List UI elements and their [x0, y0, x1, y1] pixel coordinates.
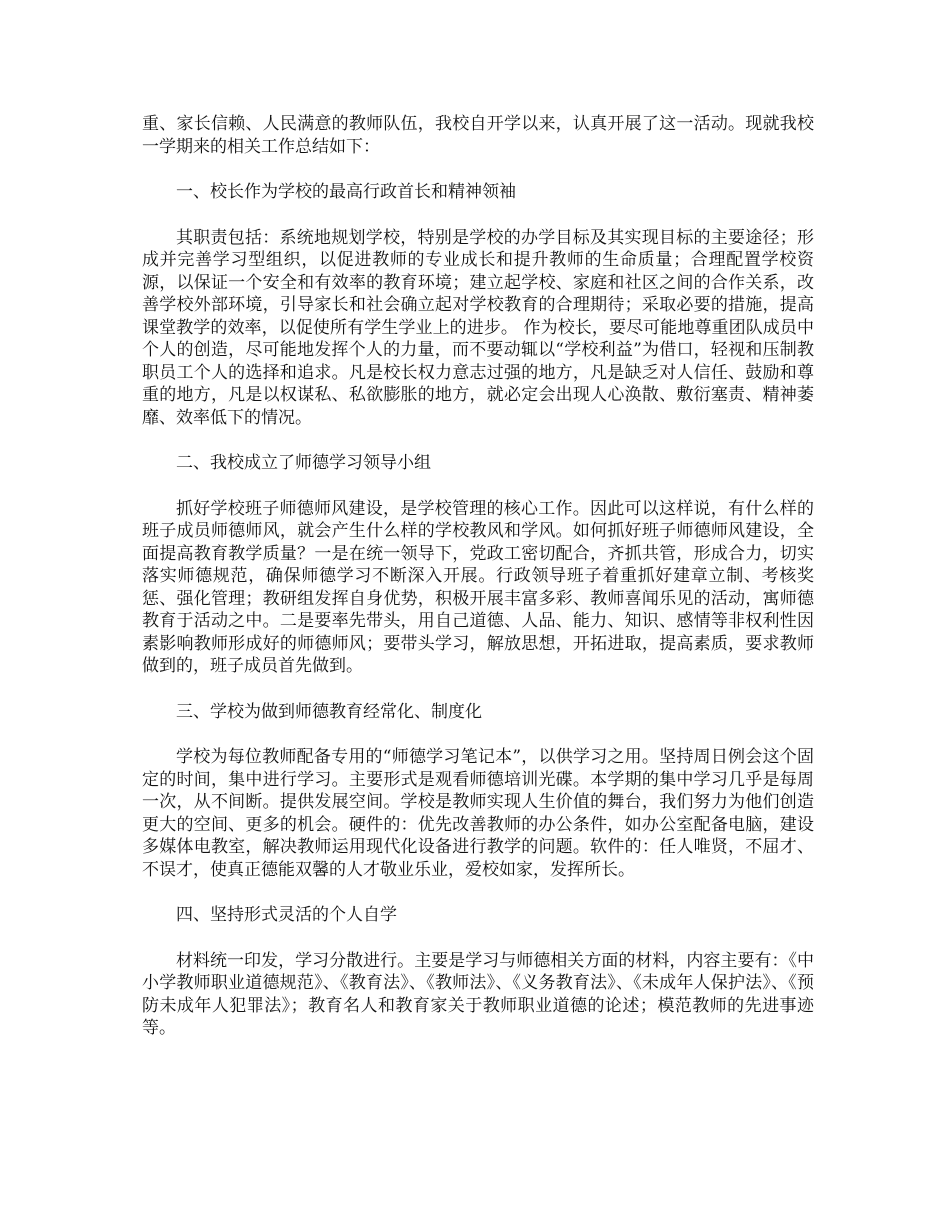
section-3-body: 学校为每位教师配备专用的“师德学习笔记本”，以供学习之用。坚持周日例会这个固定的时间，集中进行学习。主要形式是观看师德培训光碟。本学期的集中学习几乎是每周一次，从不间断。提供发展空间。学校是教师实现人生价值的舞台，我们努力为他们创造更大的空间、更多的机会。硬件的：优先改善教师的办公条件，如办公室配备电脑，建设多媒体电教室，解决教师运用现代化设备进行教学的问题。软件的：任人唯贤，不屈才、不误才，使真正德能双馨的人才敬业乐业，爱校如家，发挥所长。	[142, 747, 814, 880]
section-1-heading: 一、校长作为学校的最高行政首长和精神领袖	[176, 182, 516, 202]
document-body	[142, 113, 814, 1040]
section-1-body: 其职责包括：系统地规划学校，特别是学校的办学目标及其实现目标的主要途径；形成并完善学习型组织，以促进教师的专业成长和提升教师的生命质量；合理配置学校资源，以保证一个安全和有效率的教育环境；建立起学校、家庭和社区之间的合作关系，改善学校外部环境，引导家长和社会确立起对学校教育的合理期待；采取必要的措施，提高课堂教学的效率，以促使所有学生学业上的进步。 作为校长，要尽可能地尊重团队成员中个人的创造，尽可能地发挥个人的力量，而不要动辄以“学校利益”为借口，轻视和压制教职员工个人的选择和追求。凡是校长权力意志过强的地方，凡是缺乏对人信任、鼓励和尊重的地方，凡是以权谋私、私欲膨胀的地方，就必定会出现人心涣散、敷衍塞责、精神萎靡、效率低下的情况。	[142, 227, 814, 428]
section-2-heading: 二、我校成立了师德学习领导小组	[176, 453, 431, 473]
section-4-heading: 四、坚持形式灵活的个人自学	[176, 905, 397, 925]
section-4-body: 材料统一印发，学习分散进行。主要是学习与师德相关方面的材料，内容主要有：《中小学教师职业道德规范》、《教育法》、《教师法》、《义务教育法》、《未成年人保护法》、《预防未成年人犯罪法》；教育名人和教育家关于教师职业道德的论述；模范教师的先进事迹等。	[142, 950, 814, 1038]
intro-paragraph: 重、家长信赖、人民满意的教师队伍，我校自开学以来，认真开展了这一活动。现就我校一学期来的相关工作总结如下：	[142, 114, 814, 157]
section-2-body: 抓好学校班子师德师风建设，是学校管理的核心工作。因此可以这样说，有什么样的班子成员师德师风，就会产生什么样的学校教风和学风。如何抓好班子师德师风建设，全面提高教育教学质量？一是在统一领导下，党政工密切配合，齐抓共管，形成合力，切实落实师德规范，确保师德学习不断深入开展。行政领导班子着重抓好建章立制、考核奖惩、强化管理；教研组发挥自身优势，积极开展丰富多彩、教师喜闻乐见的活动，寓师德教育于活动之中。二是要率先带头，用自己道德、人品、能力、知识、感情等非权利性因素影响教师形成好的师德师风；要带头学习，解放思想，开拓进取，提高素质，要求教师做到的，班子成员首先做到。	[142, 498, 814, 676]
section-3-heading: 三、学校为做到师德教育经常化、制度化	[176, 701, 482, 722]
